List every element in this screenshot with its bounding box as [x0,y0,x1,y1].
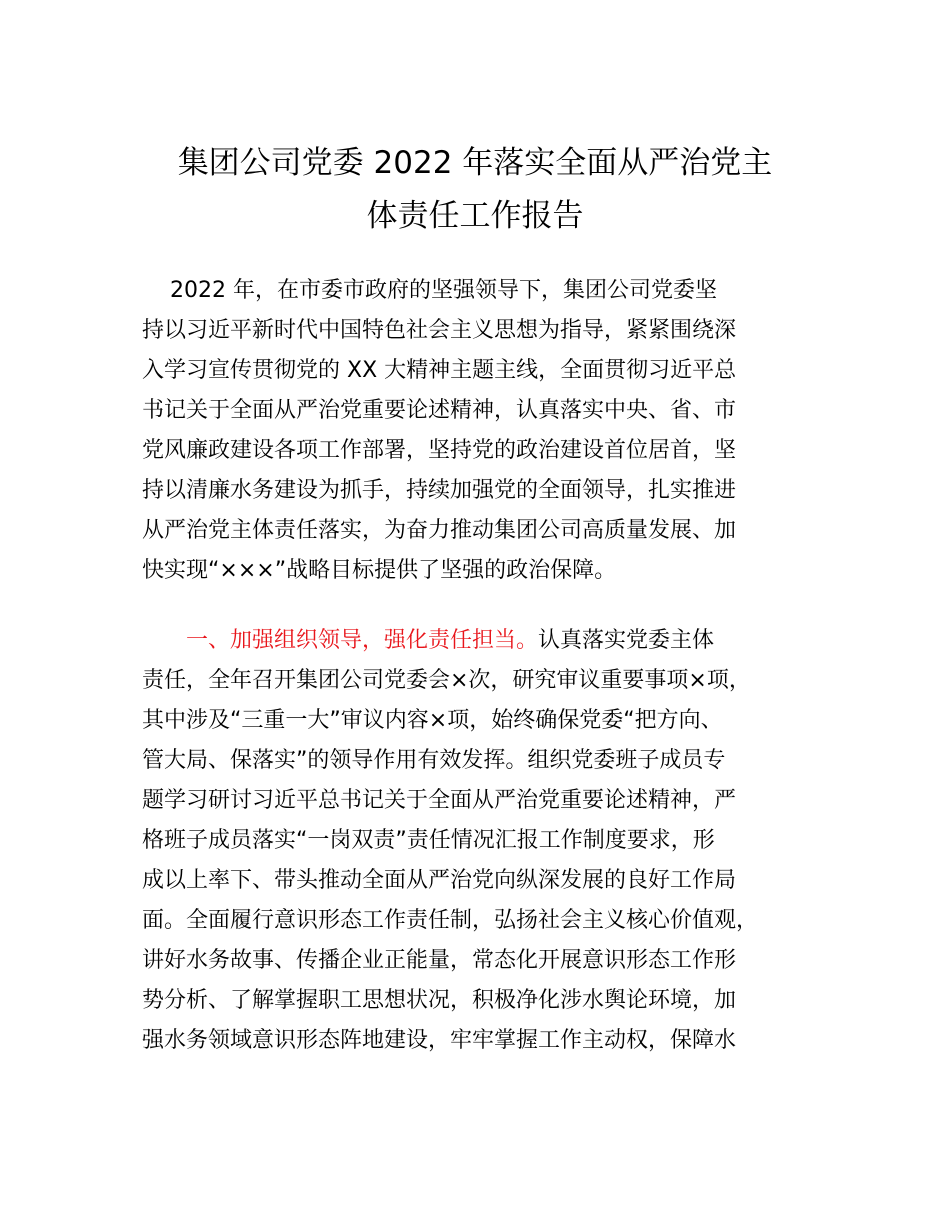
section-1-heading: 一、加强组织领导，强化责任担当。 [186,628,539,653]
section-1-line-10: 势分析、了解掌握职工思想状况，积极净化涉水舆论环境，加 [142,988,737,1013]
section-1-first-line-rest: 认真落实党委主体 [538,628,715,653]
paragraph-1-line-2: 持以习近平新时代中国特色社会主义思想为指导，紧紧围绕深 [142,318,737,343]
paragraph-1-line-3: 入学习宣传贯彻党的 XX 大精神主题主线，全面贯彻习近平总 [142,358,737,383]
section-1-line-3: 其中涉及“三重一大”审议内容×项，始终确保党委“把方向、 [142,708,723,733]
section-1-first-line [186,626,714,656]
section-1-line-8: 面。全面履行意识形态工作责任制，弘扬社会主义核心价值观， [142,908,759,933]
paragraph-1-line-7: 从严治党主体责任落实，为奋力推动集团公司高质量发展、加 [142,518,737,543]
section-1-line-11: 强水务领域意识形态阵地建设，牢牢掌握工作主动权，保障水 [142,1028,737,1053]
document-title-line-2: 体责任工作报告 [366,198,584,234]
section-1-line-5: 题学习研讨习近平总书记关于全面从严治党重要论述精神，严 [142,788,737,813]
section-1-line-7: 成以上率下、带头推动全面从严治党向纵深发展的良好工作局 [142,868,737,893]
paragraph-1-line-5: 党风廉政建设各项工作部署，坚持党的政治建设首位居首，坚 [142,438,737,463]
section-1-line-2: 责任，全年召开集团公司党委会×次，研究审议重要事项×项， [142,668,751,693]
paragraph-1-line-8: 快实现“×××”战略目标提供了坚强的政治保障。 [142,558,617,583]
section-1-line-6: 格班子成员落实“一岗双责”责任情况汇报工作制度要求，形 [142,828,715,853]
section-1-line-9: 讲好水务故事、传播企业正能量，常态化开展意识形态工作形 [142,948,737,973]
section-1-line-4: 管大局、保落实”的领导作用有效发挥。组织党委班子成员专 [142,748,726,773]
paragraph-1-line-1: 2022 年，在市委市政府的坚强领导下，集团公司党委坚 [142,278,717,303]
paragraph-1-line-4: 书记关于全面从严治党重要论述精神，认真落实中央、省、市 [142,398,737,423]
document-title-line-1: 集团公司党委 2022 年落实全面从严治党主 [177,145,773,181]
paragraph-1-line-6: 持以清廉水务建设为抓手，持续加强党的全面领导，扎实推进 [142,478,737,503]
